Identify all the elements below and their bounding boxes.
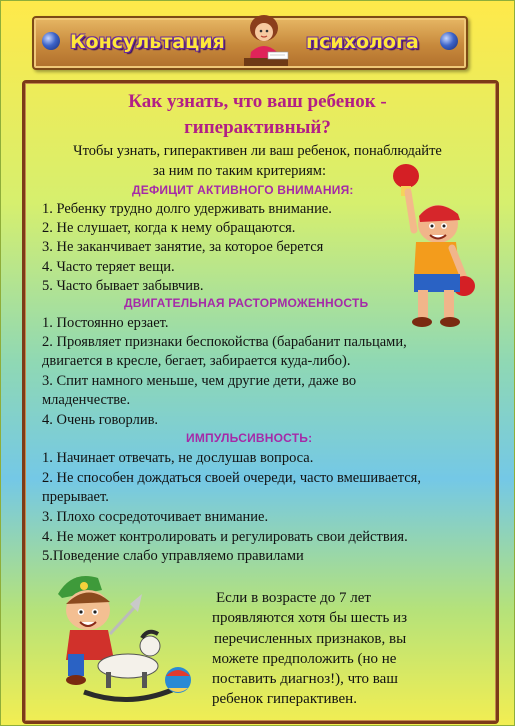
header-word-consultation: Консультация	[70, 31, 225, 53]
conclusion-line: поставить диагноз!), что ваш	[212, 671, 398, 687]
list-item: прерывает.	[42, 489, 109, 505]
header-word-psychologist: психолога	[306, 31, 419, 53]
psychologist-illustration	[218, 14, 310, 72]
list-item: 2. Проявляет признаки беспокойства (барабанит пальцами,	[42, 334, 407, 350]
rocking-horse-boy-illustration	[50, 568, 198, 708]
boxer-boy-illustration	[386, 160, 482, 332]
list-item: 5.Поведение слабо управляемо правилами	[42, 548, 304, 564]
list-item: младенчестве.	[42, 392, 131, 408]
section-heading-motor: ДВИГАТЕЛЬНАЯ РАСТОРМОЖЕННОСТЬ	[124, 296, 369, 310]
list-item: 4. Не может контролировать и регулировать свои действия.	[42, 529, 408, 545]
conclusion-line: ребенок гиперактивен.	[212, 691, 357, 707]
list-item: 1. Ребенку трудно долго удерживать внимание.	[42, 201, 332, 217]
conclusion-line: Если в возрасте до 7 лет	[216, 590, 371, 606]
left-pin-icon	[42, 32, 60, 50]
list-item: 4. Часто теряет вещи.	[42, 259, 175, 275]
list-item: 5. Часто бывает забывчив.	[42, 278, 204, 294]
list-item: 2. Не способен дождаться своей очереди, часто вмешивается,	[42, 470, 421, 486]
conclusion-line: проявляются хотя бы шесть из	[212, 610, 407, 626]
section-heading-attention: ДЕФИЦИТ АКТИВНОГО ВНИМАНИЯ:	[132, 183, 354, 197]
section-heading-impulsivity: ИМПУЛЬСИВНОСТЬ:	[186, 431, 313, 445]
intro-line1: Чтобы узнать, гиперактивен ли ваш ребенок, понаблюдайте	[73, 143, 442, 159]
conclusion-line: можете предположить (но не	[212, 651, 397, 667]
conclusion-line: перечисленных признаков, вы	[214, 631, 407, 647]
list-item: 1. Постоянно ерзает.	[42, 315, 169, 331]
page-title-line2: гиперактивный?	[184, 117, 331, 138]
intro-line2: за ним по таким критериям:	[153, 163, 327, 179]
list-item: 1. Начинает отвечать, не дослушав вопроса.	[42, 450, 314, 466]
page-title-line1: Как узнать, что ваш ребенок -	[128, 91, 387, 112]
list-item: 4. Очень говорлив.	[42, 412, 159, 428]
list-item: 2. Не слушает, когда к нему обращаются.	[42, 220, 296, 236]
list-item: 3. Плохо сосредоточивает внимание.	[42, 509, 269, 525]
right-pin-icon	[440, 32, 458, 50]
list-item: 3. Не заканчивает занятие, за которое берется	[42, 239, 324, 255]
list-item: двигается в кресле, бегает, забирается куда-либо).	[42, 353, 351, 369]
list-item: 3. Спит намного меньше, чем другие дети, даже во	[42, 373, 357, 389]
